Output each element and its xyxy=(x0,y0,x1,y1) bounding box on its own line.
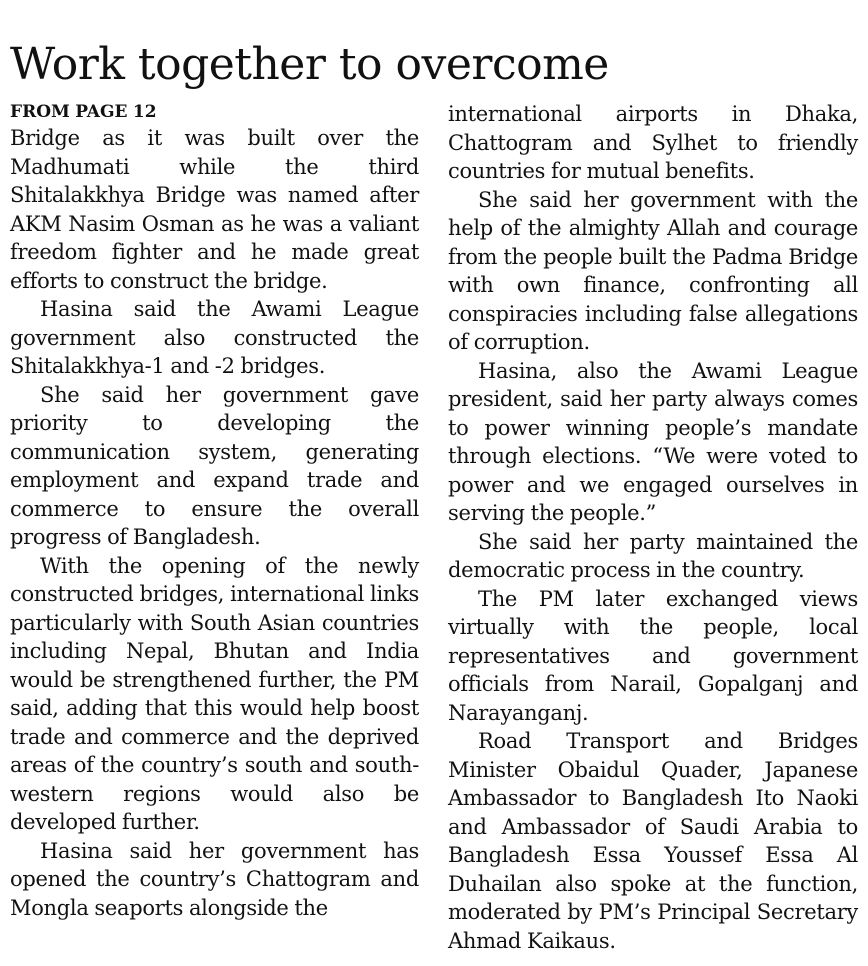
paragraph: Road Transport and Bridges Minister Obaidul Quader, Japanese Ambassador to Bangladesh Ito Naoki and Ambassador of Saudi Arabia to Bangladesh Essa Youssef Essa Al Duhailan also spoke at the function, moderated by PM’s Principal Secretary Ahmad Kaikaus. xyxy=(448,729,858,953)
paragraph: international airports in Dhaka, Chattogram and Sylhet to friendly countries for mutual benefits. xyxy=(448,102,858,183)
paragraph: Hasina said the Awami League government also constructed the Shitalakkhya-1 and -2 bridges. xyxy=(10,297,419,378)
article-column-left xyxy=(10,100,419,922)
article-column-right xyxy=(448,100,858,955)
paragraph: Bridge as it was built over the Madhumati while the third Shitalakkhya Bridge was named after AKM Nasim Osman as he was a valiant freedom fighter and he made great efforts to construct the bridge. xyxy=(10,126,419,293)
continued-from-kicker: FROM PAGE 12 xyxy=(10,102,157,122)
paragraph: She said her government gave priority to developing the communication system, generating employment and expand trade and commerce to ensure the overall progress of Bangladesh. xyxy=(10,382,419,549)
paragraph: Hasina, also the Awami League president, said her party always comes to power winning people’s mandate through elections. “We were voted to power and we engaged ourselves in serving the people.” xyxy=(448,358,858,525)
paragraph: With the opening of the newly constructed bridges, international links particularly with South Asian countries including Nepal, Bhutan and India would be strengthened further, the PM said, adding that this would help boost trade and commerce and the deprived areas of the country’s south and south-western regions would also be developed further. xyxy=(10,553,419,834)
paragraph: The PM later exchanged views virtually with the people, local representatives and government officials from Narail, Gopalganj and Narayanganj. xyxy=(448,586,858,725)
paragraph: She said her party maintained the democratic process in the country. xyxy=(448,529,858,582)
paragraph: Hasina said her government has opened the country’s Chattogram and Mongla seaports alongside the xyxy=(10,838,419,920)
paragraph: She said her government with the help of the almighty Allah and courage from the people built the Padma Bridge with own finance, confronting all conspiracies including false allegations of corruption. xyxy=(448,187,858,354)
headline: Work together to overcome xyxy=(10,39,609,90)
